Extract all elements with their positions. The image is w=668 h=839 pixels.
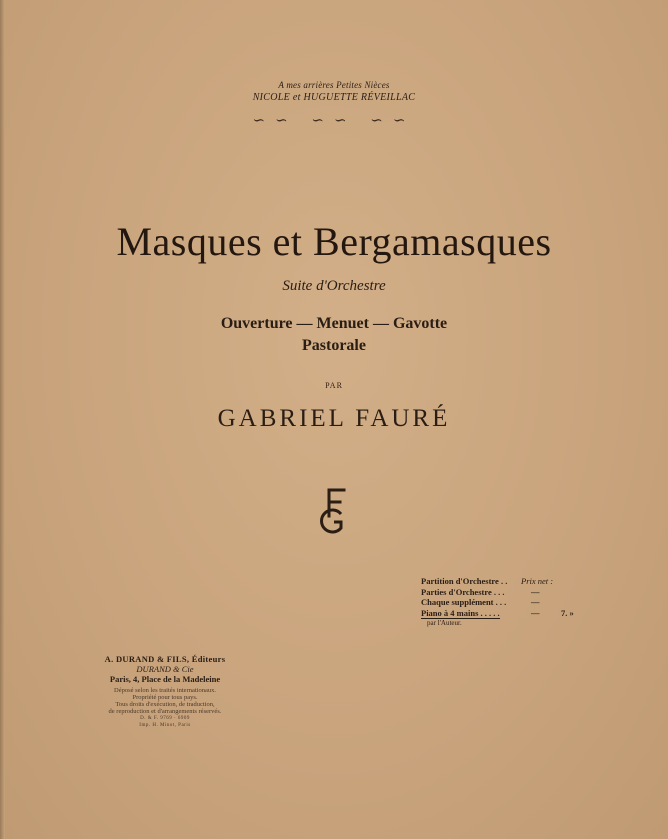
price-author-note: par l'Auteur.	[427, 619, 462, 627]
dedication-line-2: NICOLE et HUGUETTE RÉVEILLAC	[252, 92, 416, 103]
par-label: PAR	[325, 381, 343, 390]
rights-line-2: Propriété pour tous pays.	[132, 694, 198, 701]
gf-monogram-logo	[310, 484, 360, 534]
movements-line-1: Ouverture — Menuet — Gavotte	[220, 315, 448, 332]
price-row	[421, 587, 651, 598]
rights-line-4: de reproduction et d'arrangements réservés.	[108, 708, 222, 715]
publisher-name: A. DURAND & FILS, Éditeurs	[104, 654, 226, 664]
price-dash: —	[531, 586, 540, 597]
publisher-durand: DURAND & Cie	[136, 664, 194, 674]
price-row	[421, 608, 651, 619]
price-dash: —	[531, 597, 540, 607]
printer-credit: Imp. H. Minot, Paris	[139, 723, 191, 728]
plate-number: D. & F. 9769 · 6909	[140, 716, 190, 721]
price-label: Partition d'Orchestre . .	[421, 576, 508, 586]
price-amount: 7. »	[561, 607, 574, 618]
price-row	[421, 597, 651, 608]
work-title: Masques et Bergamasques	[116, 219, 552, 264]
dedication-line-1: A mes arrières Petites Nièces	[278, 80, 390, 90]
price-list	[421, 576, 651, 629]
rights-line-1: Déposé selon les traités internationaux.	[114, 687, 216, 694]
composer-name: GABRIEL FAURÉ	[217, 405, 451, 432]
publisher-address: Paris, 4, Place de la Madeleine	[109, 674, 221, 684]
price-dash: —	[531, 607, 540, 618]
price-row	[421, 576, 651, 587]
publisher-block	[90, 654, 240, 729]
work-subtitle: Suite d'Orchestre	[282, 278, 386, 294]
price-label: Piano à 4 mains . . . . .	[421, 607, 500, 618]
movements-line-2: Pastorale	[302, 337, 366, 354]
price-label: Parties d'Orchestre . . .	[421, 586, 505, 597]
price-label: Chaque supplément . . .	[421, 597, 507, 607]
rights-line-3: Tous droits d'exécution, de traduction,	[115, 701, 215, 708]
ornament-divider: ∽∽ ∽∽ ∽∽	[252, 113, 416, 129]
price-note: Prix net :	[521, 576, 554, 586]
